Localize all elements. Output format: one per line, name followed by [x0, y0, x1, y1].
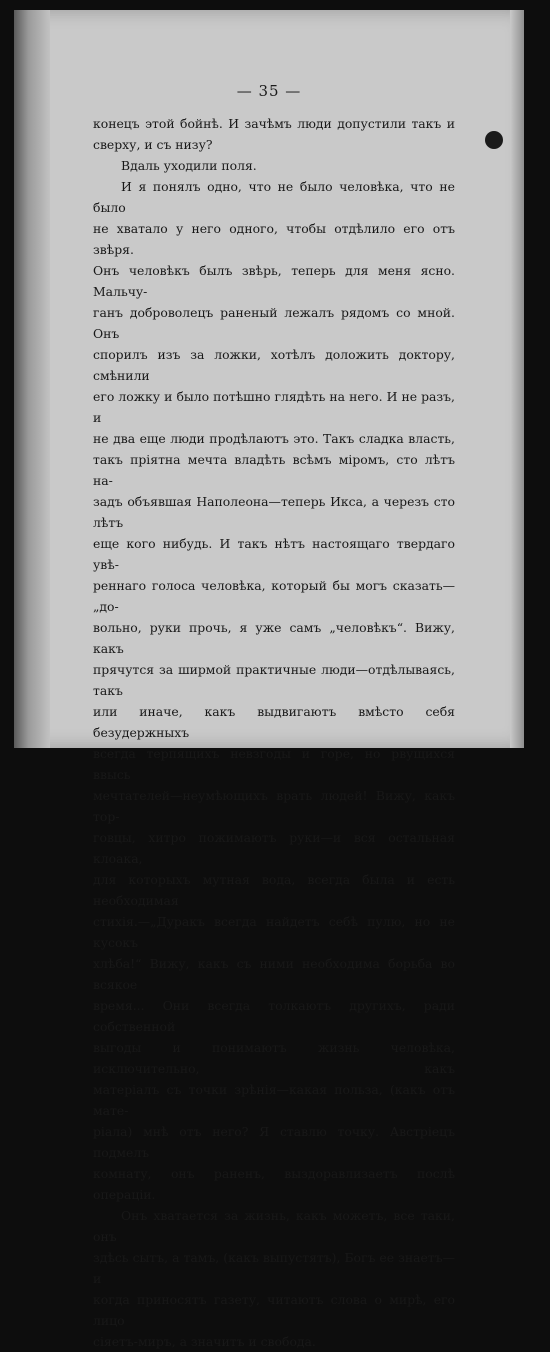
text-line: говцы, хитро пожимаютъ руки—и вся остальная клоака, — [93, 830, 455, 866]
text-line: еще кого нибудь. И такъ нѣтъ настоящаго твердаго увѣ- — [93, 536, 455, 572]
text-line: здѣсь сытъ, а тамъ, (какъ выпустятъ), Богъ ее знаетъ—и — [93, 1250, 455, 1286]
text-line: стихія.—„Дуракъ всегда найдетъ себѣ пулю, но не кусокъ — [93, 914, 455, 950]
binding-hole — [485, 131, 503, 149]
text-line: матеріалъ съ точки зрѣнія—какая польза, (какъ отъ мате- — [93, 1082, 455, 1118]
text-line: мечтателей—неумѣющихъ врать людей! Вижу, какъ тор- — [93, 788, 455, 824]
text-line: конецъ этой бойнѣ. И зачѣмъ люди допустили такъ и — [93, 116, 455, 131]
text-line: не хватало у него одного, чтобы отдѣлило его отъ звѣря. — [93, 221, 455, 257]
text-line: всегда терпящихъ невзгоды и горе, но рвущихся ввысь — [93, 746, 455, 782]
text-line: сверху, и съ низу? — [93, 137, 213, 152]
text-line: выгоды и понимаютъ жизнь человѣка, исключительно, какъ — [93, 1040, 455, 1076]
text-line: его ложку и было потѣшно глядѣть на него. И не разъ, и — [93, 389, 455, 425]
text-line: Онъ человѣкъ былъ звѣрь, теперь для меня ясно. Мальчу- — [93, 263, 455, 299]
text-line: реннаго голоса человѣка, который бы могъ сказать—„до- — [93, 578, 455, 614]
text-line: для которыхъ мутная вода, всегда была и есть необходимая — [93, 872, 455, 908]
body-text — [93, 113, 455, 1352]
book-page — [14, 10, 524, 1349]
text-line: ганъ доброволецъ раненый лежалъ рядомъ со мной. Онъ — [93, 305, 455, 341]
text-line: такъ пріятна мечта владѣть всѣмъ міромъ, сто лѣтъ на- — [93, 452, 455, 488]
text-line: когда приносятъ газету, читаютъ слова о мирѣ, его лицо — [93, 1292, 455, 1328]
text-line: спорилъ изъ за ложки, хотѣлъ доложить доктору, смѣнили — [93, 347, 455, 383]
text-line: И я понялъ одно, что не было человѣка, что не было — [93, 179, 455, 215]
page-edge — [510, 10, 524, 748]
text-line: Вдаль уходили поля. — [121, 158, 257, 173]
text-line: ріала) мнѣ отъ него? Я ставлю точку. Австрiецъ подмелъ — [93, 1124, 455, 1160]
text-line: или иначе, какъ выдвигаютъ вмѣсто себя безудержныхъ — [93, 704, 455, 740]
text-line: сіяетъ-миръ, а значитъ и свобода. — [93, 1334, 316, 1349]
text-line: Онъ хватается за жизнь, какъ можетъ, все таки, онъ — [93, 1208, 455, 1244]
text-line: хлѣба!“ Вижу, какъ съ ними необходима борьба во всякое — [93, 956, 455, 992]
text-line: вольно, руки прочь, я уже самъ „человѣкъ“. Вижу, какъ — [93, 620, 455, 656]
page-gutter — [14, 10, 50, 748]
text-line: прячутся за ширмой практичные люди—отдѣлываясь, такъ — [93, 662, 455, 698]
text-line: время... Они всегда толкаютъ другихъ, ради собственной — [93, 998, 455, 1034]
text-line: не два еще люди продѣлаютъ это. Такъ сладка власть, — [93, 431, 455, 446]
text-line: комнату, онъ раненъ, выздоравлизаетъ послѣ операціи. — [93, 1166, 455, 1202]
page-number: — 35 — — [236, 82, 302, 100]
text-line: задъ объявшая Наполеона—теперь Икса, а черезъ сто лѣтъ — [93, 494, 455, 530]
